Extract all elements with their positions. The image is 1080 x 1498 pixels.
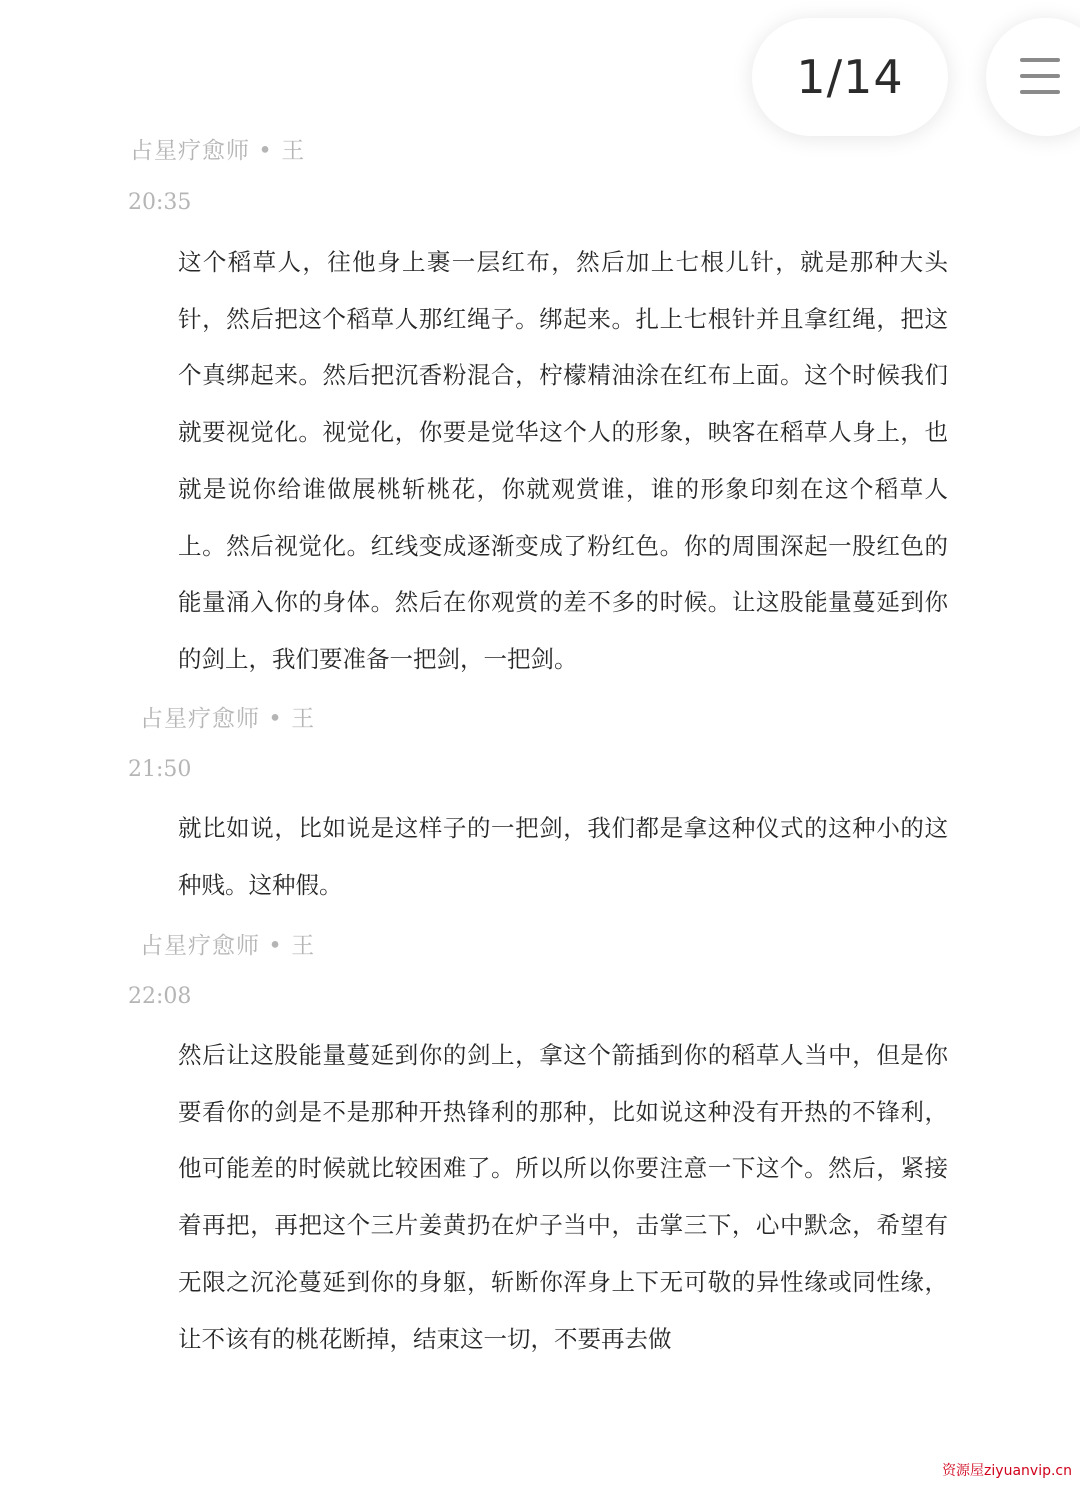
page-indicator[interactable]: 1/14 — [752, 18, 948, 136]
message-time: 20:35 — [128, 190, 192, 215]
message-text: 这个稻草人，往他身上裹一层红布，然后加上七根儿针，就是那种大头针，然后把这个稻草人那红绳子。绑起来。扎上七根针并且拿红绳，把这个真绑起来。然后把沉香粉混合，柠檬精油涂在红布上面。这个时候我们就要视觉化。视觉化，你要是觉华这个人的形象，映客在稻草人身上，也就是说你给谁做展桃斩桃花，你就观赏谁，谁的形象印刻在这个稻草人上。然后视觉化。红线变成逐渐变成了粉红色。你的周围深起一股红色的能量涌入你的身体。然后在你观赏的差不多的时候。让这股能量蔓延到你的剑上，我们要准备一把剑，一把剑。 — [178, 248, 948, 673]
message-speaker: 占星疗愈师 • 王 — [140, 706, 316, 732]
menu-button[interactable] — [986, 18, 1080, 136]
message-text: 就比如说，比如说是这样子的一把剑，我们都是拿这种仪式的这种小的这种贱。这种假。 — [178, 814, 948, 899]
message-time: 21:50 — [128, 757, 192, 782]
message-time: 22:08 — [128, 984, 192, 1009]
watermark: 资源屋ziyuanvip.cn — [942, 1463, 1072, 1479]
message-speaker: 占星疗愈师 • 王 — [130, 138, 306, 164]
message-text: 然后让这股能量蔓延到你的剑上，拿这个箭插到你的稻草人当中，但是你要看你的剑是不是那种开热锋利的那种，比如说这种没有开热的不锋利，他可能差的时候就比较困难了。所以所以你要注意一下这个。然后，紧接着再把，再把这个三片姜黄扔在炉子当中，击掌三下，心中默念，希望有无限之沉沦蔓延到你的身躯，斩断你浑身上下无可敬的异性缘或同性缘，让不该有的桃花断掉，结束这一切，不要再去做 — [178, 1041, 948, 1353]
hamburger-menu-icon — [1020, 58, 1060, 94]
message-speaker: 占星疗愈师 • 王 — [140, 933, 316, 959]
